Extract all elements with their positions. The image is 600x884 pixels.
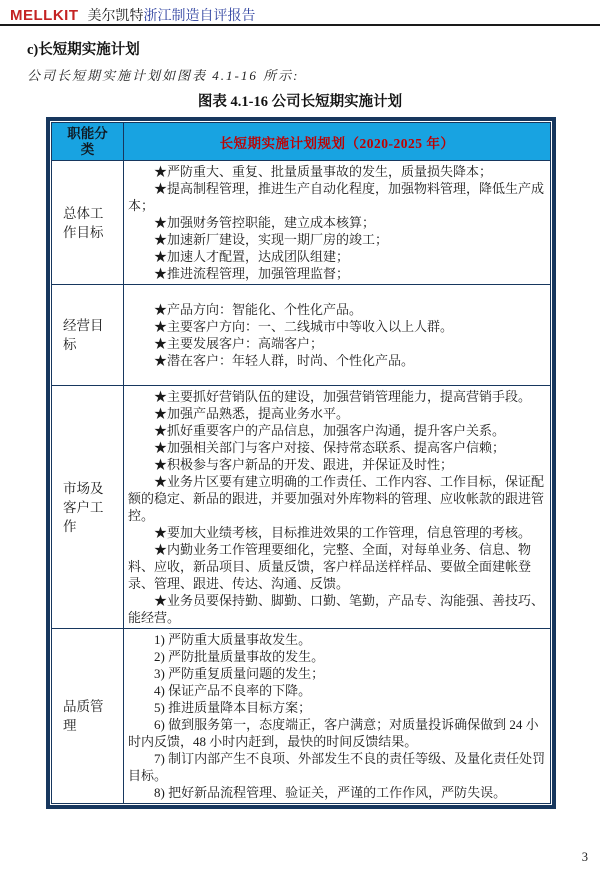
plan-item: ★主要抓好营销队伍的建设，加强营销管理能力，提高营销手段。 (154, 389, 532, 404)
plan-item: ★业务员要保持勤、脚勤、口勤、笔勤，产品专、沟能强、善技巧、能经营。 (128, 593, 545, 625)
plan-item: ★主要发展客户：高端客户； (154, 336, 324, 351)
plan-item: ★加强财务管控职能，建立成本核算； (154, 215, 376, 230)
table-caption: 图表 4.1-16 公司长短期实施计划 (197, 94, 403, 110)
table-row (52, 629, 551, 804)
table-row (52, 386, 551, 629)
plan-item: 2) 严防批量质量事故的发生。 (154, 649, 325, 664)
plan-item: ★抓好重要客户的产品信息，加强客户沟通，提升客户关系。 (154, 423, 506, 438)
plan-table-body (52, 161, 551, 804)
plan-item: 4) 保证产品不良率的下降。 (154, 683, 312, 698)
category-cell: 市场及客户工作 (52, 386, 124, 629)
plan-item: ★潜在客户：年轻人群，时尚、个性化产品。 (154, 353, 415, 368)
plan-item: ★产品方向：智能化、个性化产品。 (154, 302, 363, 317)
category-cell: 总体工作目标 (52, 161, 124, 285)
plan-item: 7) 制订内部产生不良项、外部发生不良的责任等级、及量化责任处罚目标。 (128, 751, 546, 783)
plan-item: 1) 严防重大质量事故发生。 (154, 632, 312, 647)
plan-item: 5) 推进质量降本目标方案； (154, 700, 312, 715)
category-cell: 经营目标 (52, 285, 124, 386)
plan-item: ★加强相关部门与客户对接、保持常态联系、提高客户信赖； (154, 440, 506, 455)
column-header-plan: 长短期实施计划规划（2020-2025 年） (124, 123, 551, 161)
plan-items-cell (124, 386, 551, 629)
plan-item: ★要加大业绩考核，目标推进效果的工作管理，信息管理的考核。 (154, 525, 532, 540)
column-header-category: 职能分类 (52, 123, 124, 161)
plan-item: 3) 严防重复质量问题的发生； (154, 666, 325, 681)
plan-item: ★加速新厂建设，实现一期厂房的竣工； (154, 232, 389, 247)
plan-item: ★业务片区要有建立明确的工作责任、工作内容、工作目标，保证配额的稳定、新品的跟进，并要加强对外库物料的管理、应收帐款的跟进管控。 (128, 474, 545, 523)
brand-logo-text: MELLKIT (10, 7, 79, 24)
plan-items-cell (124, 629, 551, 804)
table-header-row (52, 123, 551, 161)
plan-items-cell (124, 285, 551, 386)
plan-item: ★加速人才配置，达成团队组建； (154, 249, 350, 264)
brand-name-cn: 美尔凯特 (87, 9, 144, 24)
page-number: 3 (581, 850, 588, 864)
plan-item: ★加强产品熟悉，提高业务水平。 (154, 406, 350, 421)
plan-item: ★严防重大、重复、批量质量事故的发生，质量损失降本； (154, 164, 493, 179)
plan-item: ★主要客户方向：一、二线城市中等收入以上人群。 (154, 319, 454, 334)
page-header (0, 0, 600, 26)
plan-item: ★内勤业务工作管理要细化，完整、全面，对每单业务、信息、物料、应收，新品项目、质量反馈，客户样品送样样品、要做全面建帐登录、管理、跟进、传达、沟通、反馈。 (128, 542, 532, 591)
plan-item: 8) 把好新品流程管理、验证关，严谨的工作作风，严防失误。 (154, 785, 507, 800)
plan-item: ★推进流程管理，加强管理监督； (154, 266, 350, 281)
intro-text: 公司长短期实施计划如图表 4.1-16 所示: (27, 68, 300, 83)
document-title: 浙江制造自评报告 (143, 9, 256, 24)
table-row (52, 285, 551, 386)
plan-item: ★积极参与客户新品的开发、跟进，并保证及时性； (154, 457, 454, 472)
section-heading: c)长短期实施计划 (27, 42, 140, 58)
plan-table (46, 117, 556, 809)
plan-item: 6) 做到服务第一，态度端正，客户满意；对质量投诉确保做到 24 小时内反馈，48 小时内赶到，最快的时间反馈结果。 (128, 717, 539, 749)
table-row (52, 161, 551, 285)
plan-items-cell (124, 161, 551, 285)
plan-item: ★提高制程管理，推进生产自动化程度，加强物料管理，降低生产成本； (128, 181, 545, 213)
category-cell: 品质管理 (52, 629, 124, 804)
